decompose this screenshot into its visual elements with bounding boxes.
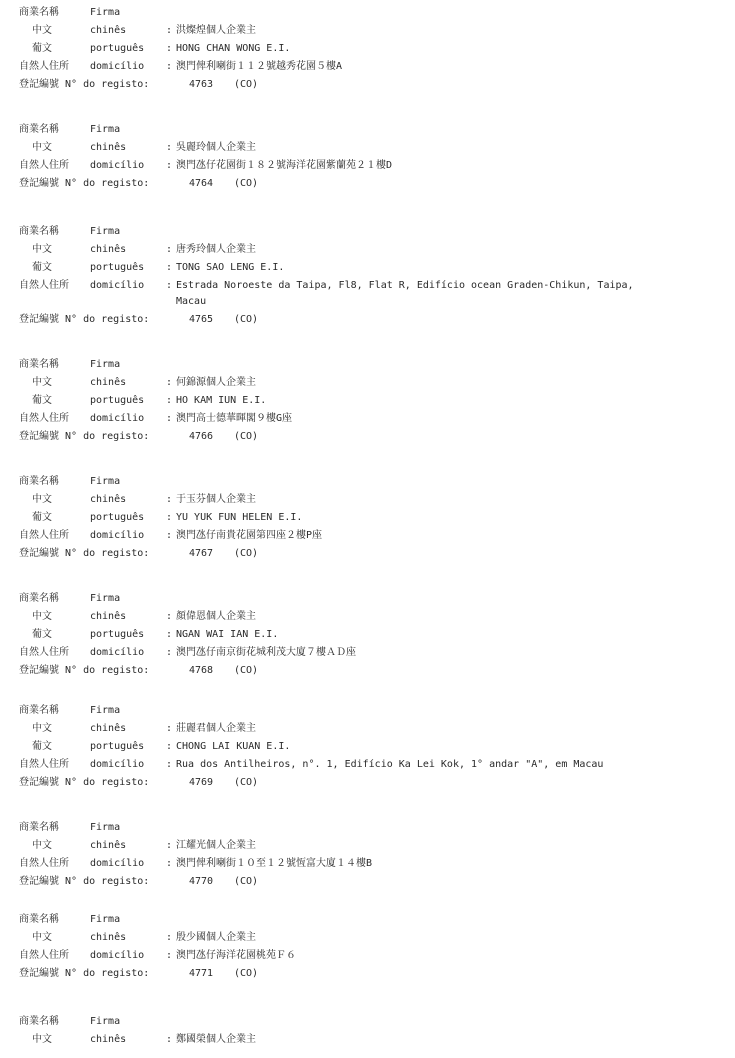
firm-label-pt: Firma [90, 359, 121, 370]
chinese-row [19, 837, 719, 855]
chinese-label-zh: 中文 [32, 611, 52, 622]
registry-number: 4766 [189, 431, 214, 442]
domicile-address: 澳門氹仔海洋花園桃苑Ｆ６ [176, 950, 296, 961]
chinese-name: 何錦源個人企業主 [176, 377, 256, 388]
registry-entry [19, 223, 719, 329]
registry-number-row [19, 662, 719, 680]
colon: : [166, 741, 173, 752]
registry-label: 登記編號 N° do registo: [19, 777, 150, 788]
domicile-row [19, 947, 719, 965]
domicile-continuation-row [19, 295, 719, 311]
domicile-address: 澳門俾利喇街１０至１２號恆富大廈１４樓B [176, 858, 373, 869]
chinese-name: 江耀光個人企業主 [176, 840, 256, 851]
registry-entry [19, 473, 719, 563]
domicile-row [19, 644, 719, 662]
chinese-label-zh: 中文 [32, 932, 52, 943]
portuguese-label-zh: 葡文 [32, 43, 52, 54]
colon: : [166, 950, 173, 961]
chinese-row [19, 374, 719, 392]
portuguese-label-pt: português [90, 629, 145, 640]
colon: : [166, 244, 173, 255]
domicile-label-pt: domicílio [90, 950, 145, 961]
firm-row [19, 702, 719, 720]
colon: : [166, 932, 173, 943]
registry-number: 4767 [189, 548, 214, 559]
domicile-label-zh: 自然人住所 [19, 280, 69, 291]
firm-label-pt: Firma [90, 476, 121, 487]
chinese-label-pt: chinês [90, 723, 127, 734]
chinese-label-zh: 中文 [32, 142, 52, 153]
registry-suffix: (CO) [234, 777, 259, 788]
portuguese-row [19, 392, 719, 410]
firm-label-pt: Firma [90, 1016, 121, 1027]
portuguese-label-zh: 葡文 [32, 512, 52, 523]
firm-row [19, 121, 719, 139]
chinese-label-pt: chinês [90, 25, 127, 36]
colon: : [166, 43, 173, 54]
domicile-label-zh: 自然人住所 [19, 858, 69, 869]
domicile-label-pt: domicílio [90, 61, 145, 72]
firm-label-zh: 商業名稱 [19, 822, 59, 833]
registry-number: 4768 [189, 665, 214, 676]
portuguese-row [19, 40, 719, 58]
registry-number-row [19, 545, 719, 563]
domicile-label-pt: domicílio [90, 647, 145, 658]
registry-number-row [19, 774, 719, 792]
firm-label-zh: 商業名稱 [19, 124, 59, 135]
domicile-label-pt: domicílio [90, 759, 145, 770]
colon: : [166, 280, 173, 291]
registry-suffix: (CO) [234, 178, 259, 189]
firm-label-pt: Firma [90, 7, 121, 18]
chinese-name: 殷少國個人企業主 [176, 932, 256, 943]
registry-entry [19, 590, 719, 680]
colon: : [166, 512, 173, 523]
chinese-row [19, 241, 719, 259]
registry-number: 4769 [189, 777, 214, 788]
colon: : [166, 25, 173, 36]
domicile-label-pt: domicílio [90, 413, 145, 424]
registry-entry [19, 121, 719, 193]
domicile-label-zh: 自然人住所 [19, 160, 69, 171]
chinese-label-pt: chinês [90, 1034, 127, 1045]
chinese-label-pt: chinês [90, 932, 127, 943]
registry-label: 登記編號 N° do registo: [19, 79, 150, 90]
registry-suffix: (CO) [234, 548, 259, 559]
firm-row [19, 1013, 719, 1031]
registry-label: 登記編號 N° do registo: [19, 178, 150, 189]
domicile-address: 澳門氹仔南京街花城利茂大廈７樓ＡＤ座 [176, 647, 356, 658]
chinese-label-zh: 中文 [32, 1034, 52, 1045]
domicile-label-zh: 自然人住所 [19, 61, 69, 72]
chinese-row [19, 1031, 719, 1049]
registry-number-row [19, 311, 719, 329]
firm-label-zh: 商業名稱 [19, 914, 59, 925]
firm-row [19, 819, 719, 837]
chinese-name: 鄭國榮個人企業主 [176, 1034, 256, 1045]
colon: : [166, 377, 173, 388]
portuguese-name: CHONG LAI KUAN E.I. [176, 741, 291, 752]
registry-entry [19, 4, 719, 94]
colon: : [166, 1034, 173, 1045]
registry-entry [19, 819, 719, 891]
colon: : [166, 395, 173, 406]
portuguese-label-pt: português [90, 395, 145, 406]
domicile-row [19, 277, 719, 295]
chinese-label-zh: 中文 [32, 723, 52, 734]
colon: : [166, 723, 173, 734]
chinese-name: 莊麗君個人企業主 [176, 723, 256, 734]
firm-label-pt: Firma [90, 822, 121, 833]
registry-number: 4771 [189, 968, 214, 979]
domicile-row [19, 157, 719, 175]
portuguese-label-pt: português [90, 43, 145, 54]
portuguese-label-zh: 葡文 [32, 262, 52, 273]
chinese-name: 顏偉恩個人企業主 [176, 611, 256, 622]
colon: : [166, 142, 173, 153]
domicile-address: Rua dos Antilheiros, n°. 1, Edifício Ka Lei Kok, 1° andar "A", em Macau [176, 759, 604, 770]
chinese-label-pt: chinês [90, 142, 127, 153]
colon: : [166, 858, 173, 869]
domicile-label-zh: 自然人住所 [19, 759, 69, 770]
firm-label-zh: 商業名稱 [19, 226, 59, 237]
chinese-label-pt: chinês [90, 494, 127, 505]
registry-suffix: (CO) [234, 314, 259, 325]
colon: : [166, 530, 173, 541]
domicile-label-zh: 自然人住所 [19, 413, 69, 424]
firm-label-zh: 商業名稱 [19, 476, 59, 487]
registry-label: 登記編號 N° do registo: [19, 548, 150, 559]
registry-number-row [19, 965, 719, 983]
firm-label-pt: Firma [90, 705, 121, 716]
chinese-label-pt: chinês [90, 840, 127, 851]
registry-number: 4763 [189, 79, 214, 90]
portuguese-name: YU YUK FUN HELEN E.I. [176, 512, 303, 523]
chinese-row [19, 720, 719, 738]
domicile-label-pt: domicílio [90, 858, 145, 869]
colon: : [166, 160, 173, 171]
firm-row [19, 911, 719, 929]
firm-label-pt: Firma [90, 593, 121, 604]
domicile-address: 澳門俾利喇街１１２號越秀花園５樓A [176, 61, 343, 72]
portuguese-row [19, 626, 719, 644]
chinese-row [19, 929, 719, 947]
portuguese-row [19, 509, 719, 527]
portuguese-label-zh: 葡文 [32, 395, 52, 406]
firm-row [19, 223, 719, 241]
domicile-label-zh: 自然人住所 [19, 530, 69, 541]
chinese-label-pt: chinês [90, 611, 127, 622]
firm-label-pt: Firma [90, 914, 121, 925]
portuguese-label-zh: 葡文 [32, 629, 52, 640]
firm-label-zh: 商業名稱 [19, 359, 59, 370]
domicile-row [19, 756, 719, 774]
firm-row [19, 356, 719, 374]
portuguese-label-pt: português [90, 512, 145, 523]
portuguese-label-zh: 葡文 [32, 741, 52, 752]
firm-row [19, 4, 719, 22]
portuguese-name: HONG CHAN WONG E.I. [176, 43, 291, 54]
portuguese-label-pt: português [90, 741, 145, 752]
registry-suffix: (CO) [234, 968, 259, 979]
portuguese-row [19, 738, 719, 756]
registry-entry [19, 1013, 719, 1049]
portuguese-name: NGAN WAI IAN E.I. [176, 629, 279, 640]
registry-number: 4765 [189, 314, 214, 325]
colon: : [166, 759, 173, 770]
colon: : [166, 647, 173, 658]
firm-label-zh: 商業名稱 [19, 705, 59, 716]
domicile-address: 澳門高士德華暉閣９樓G座 [176, 413, 293, 424]
domicile-label-pt: domicílio [90, 160, 145, 171]
registry-entry [19, 356, 719, 446]
firm-label-pt: Firma [90, 226, 121, 237]
chinese-name: 唐秀玲個人企業主 [176, 244, 256, 255]
chinese-label-zh: 中文 [32, 244, 52, 255]
registry-number-row [19, 175, 719, 193]
registry-label: 登記編號 N° do registo: [19, 968, 150, 979]
domicile-row [19, 527, 719, 545]
portuguese-name: TONG SAO LENG E.I. [176, 262, 285, 273]
domicile-row [19, 410, 719, 428]
colon: : [166, 629, 173, 640]
chinese-label-zh: 中文 [32, 25, 52, 36]
firm-label-zh: 商業名稱 [19, 593, 59, 604]
registry-suffix: (CO) [234, 431, 259, 442]
firm-row [19, 473, 719, 491]
chinese-label-zh: 中文 [32, 377, 52, 388]
portuguese-label-pt: português [90, 262, 145, 273]
registry-number: 4764 [189, 178, 214, 189]
colon: : [166, 611, 173, 622]
domicile-address: 澳門氹仔南貴花園第四座２樓P座 [176, 530, 323, 541]
chinese-name: 于玉芬個人企業主 [176, 494, 256, 505]
domicile-row [19, 58, 719, 76]
chinese-name: 洪燦煌個人企業主 [176, 25, 256, 36]
colon: : [166, 840, 173, 851]
registry-label: 登記編號 N° do registo: [19, 876, 150, 887]
registry-label: 登記編號 N° do registo: [19, 665, 150, 676]
registry-suffix: (CO) [234, 665, 259, 676]
registry-label: 登記編號 N° do registo: [19, 314, 150, 325]
chinese-label-pt: chinês [90, 244, 127, 255]
colon: : [166, 262, 173, 273]
chinese-row [19, 608, 719, 626]
colon: : [166, 61, 173, 72]
colon: : [166, 494, 173, 505]
registry-number-row [19, 76, 719, 94]
registry-suffix: (CO) [234, 876, 259, 887]
firm-label-zh: 商業名稱 [19, 7, 59, 18]
chinese-label-zh: 中文 [32, 840, 52, 851]
colon: : [166, 413, 173, 424]
chinese-row [19, 22, 719, 40]
portuguese-row [19, 259, 719, 277]
registry-entry [19, 702, 719, 792]
domicile-label-zh: 自然人住所 [19, 950, 69, 961]
domicile-label-pt: domicílio [90, 530, 145, 541]
domicile-row [19, 855, 719, 873]
portuguese-name: HO KAM IUN E.I. [176, 395, 267, 406]
firm-label-pt: Firma [90, 124, 121, 135]
registry-number-row [19, 873, 719, 891]
firm-row [19, 590, 719, 608]
registry-entry [19, 911, 719, 983]
domicile-label-zh: 自然人住所 [19, 647, 69, 658]
registry-suffix: (CO) [234, 79, 259, 90]
chinese-name: 吳麗玲個人企業主 [176, 142, 256, 153]
domicile-label-pt: domicílio [90, 280, 145, 291]
registry-label: 登記編號 N° do registo: [19, 431, 150, 442]
domicile-address: 澳門氹仔花園街１８２號海洋花園紫蘭苑２１樓D [176, 160, 393, 171]
chinese-label-zh: 中文 [32, 494, 52, 505]
firm-label-zh: 商業名稱 [19, 1016, 59, 1027]
domicile-address: Estrada Noroeste da Taipa, Fl8, Flat R, Edifício ocean Graden-Chikun, Taipa, [176, 280, 634, 291]
chinese-row [19, 491, 719, 509]
registry-number-row [19, 428, 719, 446]
domicile-address-continuation: Macau [176, 296, 207, 307]
chinese-row [19, 139, 719, 157]
registry-number: 4770 [189, 876, 214, 887]
chinese-label-pt: chinês [90, 377, 127, 388]
